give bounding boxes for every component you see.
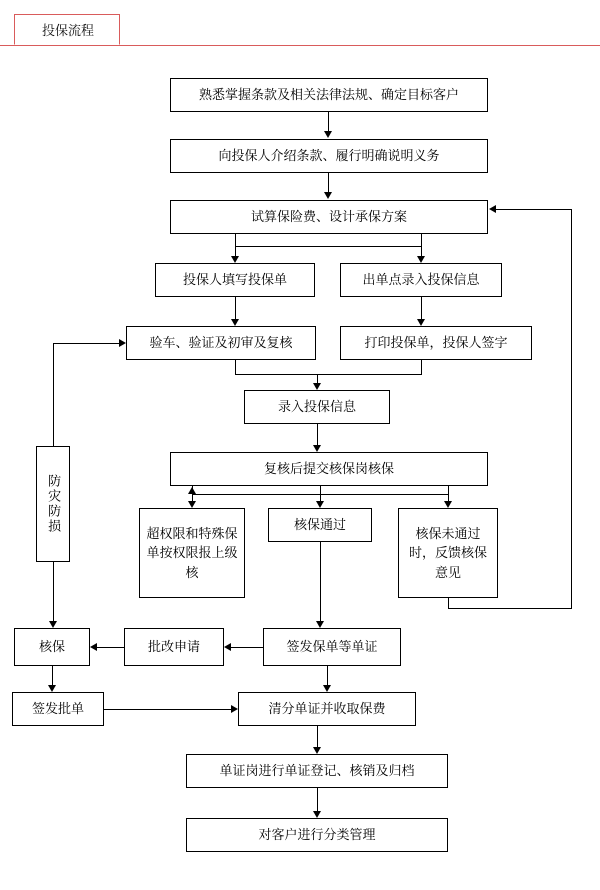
arrowhead-1-2	[324, 131, 332, 138]
node-issue-endorsement: 签发批单	[12, 692, 104, 726]
connector-6-8-h	[235, 374, 317, 375]
connector-19-20	[317, 788, 318, 811]
node-print-and-sign: 打印投保单，投保人签字	[340, 326, 532, 360]
connector-15-14	[97, 647, 124, 648]
node-issue-policy: 签发保单等单证	[263, 628, 401, 666]
arrowhead-19-20	[313, 811, 321, 818]
arrowhead-5-7	[417, 319, 425, 326]
connector-9-12	[448, 494, 449, 501]
connector-2-3	[328, 173, 329, 193]
connector-14-17	[52, 666, 53, 685]
connector-16-15	[231, 647, 263, 648]
arrowhead-3-4	[231, 256, 239, 263]
arrowhead-12-3	[489, 205, 496, 213]
connector-18-19	[317, 726, 318, 747]
connector-3-bus-right	[421, 234, 422, 246]
arrowhead-9-10	[188, 501, 196, 508]
arrowhead-13-14	[49, 621, 57, 628]
node-fill-application: 投保人填写投保单	[155, 263, 315, 297]
arrowhead-6-8	[313, 383, 321, 390]
arrowhead-15-14	[90, 643, 97, 651]
arrowhead-9-12	[444, 501, 452, 508]
connector-13-6-h	[53, 343, 119, 344]
arrowhead-10-9	[188, 487, 196, 494]
tab-label: 投保流程	[41, 23, 94, 38]
connector-4-6	[235, 297, 236, 319]
node-introduce-terms: 向投保人介绍条款、履行明确说明义务	[170, 139, 488, 173]
connector-9-11	[320, 486, 321, 501]
connector-3-bus-left	[235, 234, 236, 246]
node-escalate-special-policy: 超权限和特殊保单按权限报上级核	[139, 508, 245, 598]
node-collect-premium: 清分单证并收取保费	[238, 692, 416, 726]
connector-8-9	[317, 424, 318, 445]
arrowhead-3-5	[417, 256, 425, 263]
connector-12-loop-v	[571, 209, 572, 609]
arrowhead-14-17	[48, 685, 56, 692]
arrowhead-4-6	[231, 319, 239, 326]
connector-12-loop-h-top	[496, 209, 572, 210]
connector-9-10	[192, 494, 193, 501]
arrowhead-2-3	[324, 192, 332, 199]
connector-17-18	[104, 709, 231, 710]
node-submit-to-underwriting: 复核后提交核保岗核保	[170, 452, 488, 486]
tab-bar	[0, 14, 600, 46]
arrowhead-9-11	[316, 501, 324, 508]
node-disaster-prevention: 防灾防损	[36, 446, 70, 562]
arrowhead-18-19	[313, 747, 321, 754]
node-customer-classification: 对客户进行分类管理	[186, 818, 448, 852]
arrowhead-8-9	[313, 445, 321, 452]
arrowhead-16-15	[224, 643, 231, 651]
connector-6-8-v1	[235, 360, 236, 374]
node-underwriting: 核保	[14, 628, 90, 666]
connector-12-loop-down	[448, 598, 449, 608]
arrowhead-16-18	[323, 685, 331, 692]
node-calculate-premium: 试算保险费、设计承保方案	[170, 200, 488, 234]
arrowhead-17-18	[231, 705, 238, 713]
connector-7-8-v1	[421, 360, 422, 374]
connector-12-loop-h-bottom	[448, 608, 572, 609]
connector-9-bus-r	[448, 486, 449, 494]
connector-5-7	[421, 297, 422, 319]
connector-11-16	[320, 542, 321, 621]
connector-3-4	[235, 246, 236, 256]
arrowhead-11-16	[316, 621, 324, 628]
arrowhead-13-6	[119, 339, 126, 347]
connector-16-18	[327, 666, 328, 685]
node-enter-application-info: 录入投保信息	[244, 390, 390, 424]
node-underwriting-approved: 核保通过	[268, 508, 372, 542]
tab-insurance-process[interactable]	[14, 14, 120, 45]
node-entry-point-input: 出单点录入投保信息	[340, 263, 502, 297]
connector-3-bus	[235, 246, 422, 247]
connector-7-8-h	[317, 374, 422, 375]
connector-13-6-v	[53, 343, 54, 446]
connector-6-8-v2	[317, 374, 318, 383]
node-vehicle-verification: 验车、验证及初审及复核	[126, 326, 316, 360]
node-underwriting-rejected: 核保未通过时，反馈核保意见	[398, 508, 498, 598]
node-document-registration: 单证岗进行单证登记、核销及归档	[186, 754, 448, 788]
connector-3-5	[421, 246, 422, 256]
connector-1-2	[328, 112, 329, 132]
node-familiarize-terms: 熟悉掌握条款及相关法律法规、确定目标客户	[170, 78, 488, 112]
connector-13-14	[53, 562, 54, 621]
node-endorsement-request: 批改申请	[124, 628, 224, 666]
